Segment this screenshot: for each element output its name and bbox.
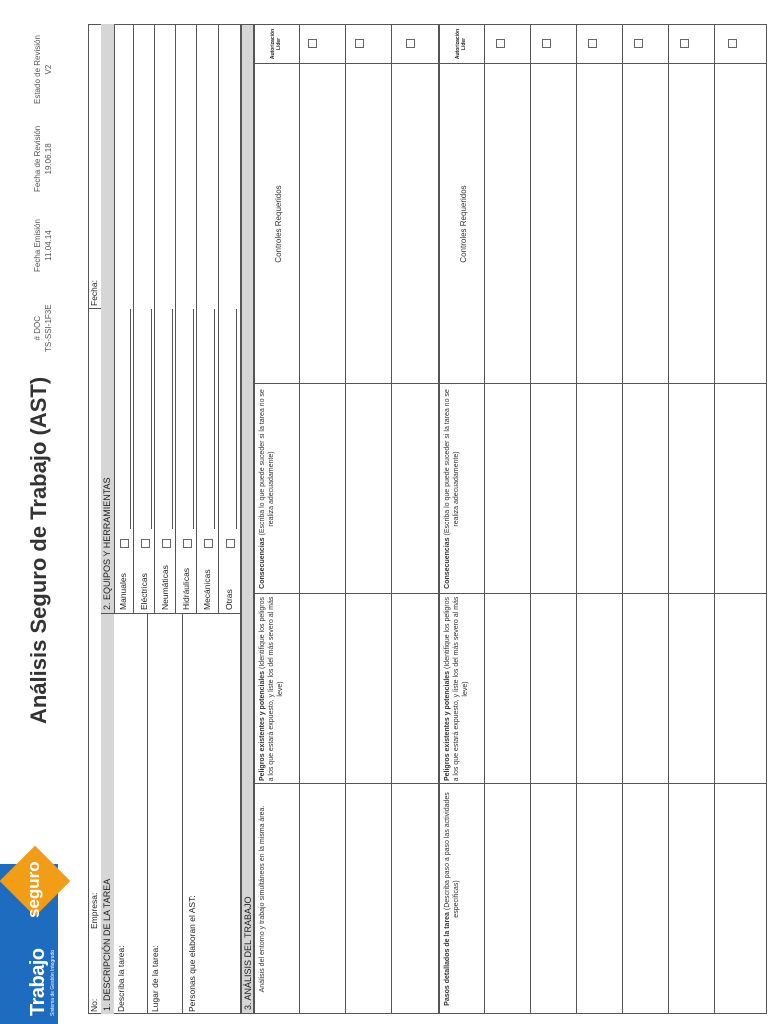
equipo-hidraulicas-checkbox[interactable] xyxy=(183,539,192,548)
pasos-header: Pasos detallados de la tarea (Describa paso a paso las actividades específicas) xyxy=(444,792,460,1006)
autorizacion-header-2: Autorización Líder xyxy=(455,28,467,60)
peligros-header-1: Peligros existentes y potenciales (Identifique los peligros a los que estará expuesto, y liste los del más severo al más leve) xyxy=(259,596,284,782)
logo-subtitle: Sistema de Gestión Integrado xyxy=(50,949,56,1016)
autorizacion-checkbox[interactable] xyxy=(588,39,597,48)
meta-doc-label: # DOC xyxy=(33,315,42,341)
equipo-neumaticas-label: Neumáticas xyxy=(160,565,170,610)
consecuencias-header-1: Consecuencias (Escriba lo que puede suceder si la tarea no se realiza adecuadamente) xyxy=(259,389,275,589)
equipo-mecanicas-checkbox[interactable] xyxy=(204,539,213,548)
autorizacion-checkbox[interactable] xyxy=(355,39,364,48)
equipo-manuales-line[interactable] xyxy=(129,309,131,529)
equipo-hidraulicas-line[interactable] xyxy=(192,309,194,529)
equipo-electricas-label: Eléctricas xyxy=(139,573,149,610)
equipo-electricas-line[interactable] xyxy=(150,309,152,529)
autorizacion-checkbox[interactable] xyxy=(496,39,505,48)
equipo-mecanicas-line[interactable] xyxy=(213,309,215,529)
document-title: Análisis Seguro de Trabajo (AST) xyxy=(26,376,51,724)
lugar-label[interactable]: Lugar de la tarea: xyxy=(150,945,160,1012)
equipo-otras-line[interactable] xyxy=(235,309,237,529)
meta-estado-revision-label: Estado de Revisión xyxy=(33,35,42,104)
autorizacion-checkbox[interactable] xyxy=(680,39,689,48)
controles-header-2: Controles Requeridos xyxy=(459,185,468,263)
header-row xyxy=(88,24,101,1014)
consecuencias-header-2: Consecuencias (Escriba lo que puede suceder si la tarea no se realiza adecuadamente) xyxy=(444,389,460,589)
meta-doc xyxy=(32,304,54,352)
equipo-manuales-checkbox[interactable] xyxy=(120,539,129,548)
meta-doc-value: TS-SSI-1F3E xyxy=(44,304,53,352)
equipo-electricas-checkbox[interactable] xyxy=(141,539,150,548)
field-no-label: No: xyxy=(89,998,99,1012)
autorizacion-checkbox[interactable] xyxy=(634,39,643,48)
equipo-otras-label: Otras xyxy=(224,589,234,610)
autorizacion-checkbox[interactable] xyxy=(542,39,551,48)
autorizacion-header-1: Autorización Líder xyxy=(270,28,282,60)
meta-fecha-emision xyxy=(32,219,54,272)
equipo-neumaticas-checkbox[interactable] xyxy=(162,539,171,548)
equipo-hidraulicas-label: Hidráulicas xyxy=(181,567,191,610)
equipo-otras-checkbox[interactable] xyxy=(226,539,235,548)
analisis-entorno-header: Análisis del entorno y trabajo simultáneos en la misma área. xyxy=(259,805,266,993)
peligros-header-2: Peligros existentes y potenciales (Identifique los peligros a los que estará expuesto, y liste los del más severo al más leve) xyxy=(444,596,469,782)
section-1-title: 1. DESCRIPCIÓN DE LA TAREA xyxy=(101,614,114,1014)
field-fecha-label: Fecha: xyxy=(89,280,99,306)
autorizacion-checkbox[interactable] xyxy=(406,39,415,48)
analysis-block-2 xyxy=(439,24,767,1014)
autorizacion-checkbox[interactable] xyxy=(728,39,737,48)
logo-word-seguro: seguro xyxy=(24,861,43,918)
autorizacion-checkbox[interactable] xyxy=(308,39,317,48)
meta-estado-revision xyxy=(32,35,54,104)
equipo-neumaticas-line[interactable] xyxy=(171,309,173,529)
section-2-title: 2. EQUIPOS Y HERRAMIENTAS xyxy=(101,24,114,613)
meta-fecha-emision-value: 11.04.14 xyxy=(44,230,53,261)
field-empresa-label: Empresa: xyxy=(89,892,99,929)
logo-word-trabajo: Trabajo xyxy=(27,948,49,1016)
meta-fecha-emision-label: Fecha Emisión xyxy=(33,219,42,272)
describa-label[interactable]: Describa la tarea: xyxy=(116,945,126,1012)
meta-fecha-revision-label: Fecha de Revisión xyxy=(33,125,42,192)
section-3-title: 3. ANÁLISIS DEL TRABAJO xyxy=(241,24,254,1014)
meta-estado-revision-value: V2 xyxy=(44,64,53,75)
meta-fecha-revision-value: 19.06.18 xyxy=(44,143,53,175)
equipo-manuales-label: Manuales xyxy=(118,573,128,610)
equipo-mecanicas-label: Mecánicas xyxy=(202,569,212,610)
controles-header-1: Controles Requeridos xyxy=(274,185,283,263)
personas-label[interactable]: Personas que elaboran el AST: xyxy=(187,895,197,1012)
meta-fecha-revision xyxy=(32,126,54,192)
